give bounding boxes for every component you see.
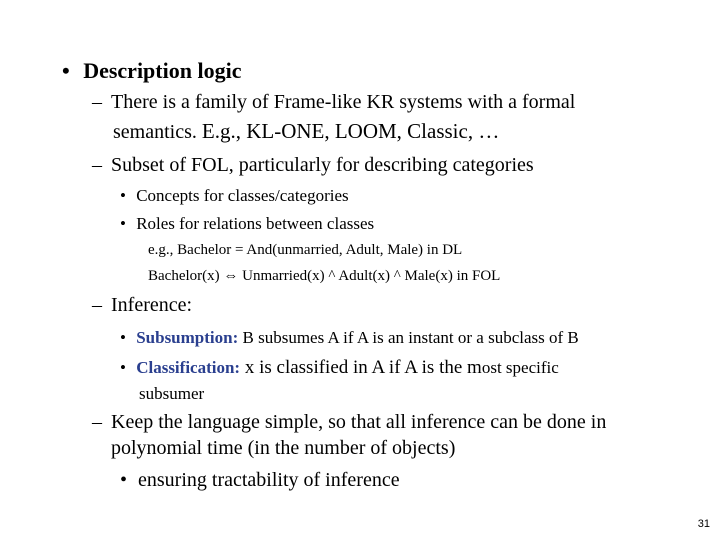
bullet-marker: • [120,328,126,347]
bullet-subsumption [120,328,579,348]
subbullet-keep-simple [92,411,606,434]
bullet-description-logic [62,58,241,84]
bullet-marker: • [120,469,128,491]
family-text-line1: There is a family of Frame-like KR systems with a formal [111,91,576,113]
dash-marker: – [92,154,102,176]
subset-text: Subset of FOL, particularly for describing categories [111,154,534,176]
roles-text: Roles for relations between classes [136,214,375,233]
bullet-title: Description logic [83,58,242,83]
bullet-marker: • [120,358,126,377]
dash-marker: – [92,91,102,113]
example-dl: e.g., Bachelor = And(unmarried, Adult, Male) in DL [148,242,463,258]
family-text-line2 [113,119,499,144]
example-fol-rhs: Unmarried(x) ^ Adult(x) ^ Male(x) in FOL [238,268,501,284]
classification-text-end: ost specific [481,358,559,377]
subbullet-subset [92,154,534,177]
dash-marker: – [92,294,102,316]
subbullet-family [92,91,575,114]
family-examples: E.g., KL-ONE, LOOM, Classic, … [201,119,500,143]
example-fol-lhs: Bachelor(x) [148,268,224,284]
bullet-marker: • [120,214,126,233]
subbullet-inference [92,294,192,317]
subsumption-text: B subsumes A if A is an instant or a subclass of B [238,328,579,347]
subsumption-term: Subsumption: [136,328,239,347]
classification-term: Classification: [136,358,241,377]
dash-marker: – [92,411,102,433]
bullet-tractability [120,469,400,492]
tractability-text: ensuring tractability of inference [138,469,400,491]
inference-text: Inference: [111,294,193,316]
example-fol [148,268,500,285]
classification-text: x is classified in A if A is the m [240,357,482,378]
bullet-roles [120,214,374,234]
bullet-concepts [120,186,349,206]
concepts-text: Concepts for classes/categories [136,186,349,205]
page-number: 31 [697,518,710,530]
bullet-marker: • [62,58,70,83]
bullet-marker: • [120,186,126,205]
keep-text-line1: Keep the language simple, so that all inference can be done in [111,411,607,433]
bullet-classification [120,357,559,379]
keep-text-line2: polynomial time (in the number of objects) [111,437,456,459]
classification-line2: subsumer [139,384,205,403]
iff-arrow-icon: ⇔ [223,268,239,284]
family-semantics: semantics. [113,121,202,143]
